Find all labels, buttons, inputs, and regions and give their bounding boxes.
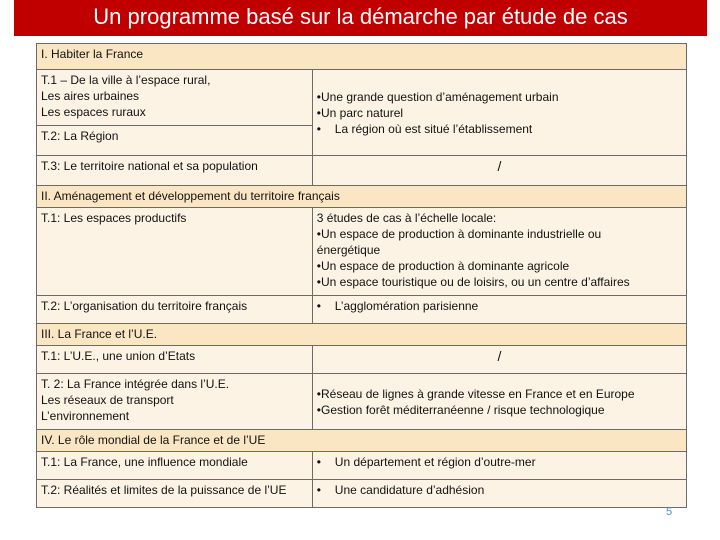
table-row [37,480,687,508]
section-heading: II. Aménagement et développement du territoire français [37,186,687,208]
case-study-cell: / [312,346,686,374]
theme-cell [37,374,313,430]
theme-cell: T.1: L’U.E., une union d’Etats [37,346,313,374]
theme-line: L’environnement [41,409,130,423]
table-row [37,156,687,186]
table-row [37,452,687,480]
table-row [37,208,687,296]
slide-title: Un programme basé sur la démarche par étude de cas [14,0,707,36]
theme-cell: T.3: Le territoire national et sa population [37,156,313,186]
section-heading: I. Habiter la France [37,44,687,70]
case-line: •Réseau de lignes à grande vitesse en France et en Europe [316,386,635,401]
case-line: énergétique [316,243,381,257]
theme-line: Les réseaux de transport [41,393,174,407]
bullet: • [316,121,321,136]
case-line: •Une grande question d’aménagement urbain [316,89,559,104]
case-line: •Un parc naturel [316,105,404,120]
case-study-cell [312,374,686,430]
section-header [37,430,687,452]
table-row [37,346,687,374]
case-line: •Un espace de production à dominante industrielle ou [316,227,602,241]
theme-line: Les aires urbaines [41,89,140,103]
section-heading: IV. Le rôle mondial de la France et de l’UE [37,430,687,452]
case-line: •Gestion forêt méditerranéenne / risque technologique [316,402,605,417]
case-study-cell: / [312,156,686,186]
theme-cell [37,70,313,126]
case-study-cell [312,70,686,156]
case-line: •Un espace touristique ou de loisirs, ou un centre d’affaires [316,275,630,289]
bullet: • [316,483,321,497]
section-heading: III. La France et l’U.E. [37,324,687,346]
case-study-cell [312,208,686,296]
theme-line: T.1 – De la ville à l’espace rural, [41,73,211,87]
theme-cell: T.2: L’organisation du territoire français [37,296,313,324]
case-study-cell: • Un département et région d’outre-mer [312,452,686,480]
table-row [37,374,687,430]
section-header [37,44,687,70]
bullet: • [316,299,321,313]
theme-line: T. 2: La France intégrée dans l’U.E. [41,377,230,391]
table-row [37,70,687,126]
theme-cell: T.2: Réalités et limites de la puissance de l’UE [37,480,313,508]
table-row [37,296,687,324]
case-line: 3 études de cas à l’échelle locale: [316,211,497,225]
bullet: • [316,455,321,469]
theme-cell: T.1: Les espaces productifs [37,208,313,296]
case-study-cell: • L’agglomération parisienne [312,296,686,324]
theme-line: Les espaces ruraux [41,105,146,119]
section-header [37,186,687,208]
theme-cell: T.2: La Région [37,126,313,156]
theme-cell: T.1: La France, une influence mondiale [37,452,313,480]
case-line: • La région où est situé l’établissement [316,121,533,136]
case-study-cell: • Une candidature d’adhésion [312,480,686,508]
page-number: 5 [666,506,673,518]
program-table [36,43,687,508]
section-header [37,324,687,346]
case-line: •Un espace de production à dominante agricole [316,259,570,273]
